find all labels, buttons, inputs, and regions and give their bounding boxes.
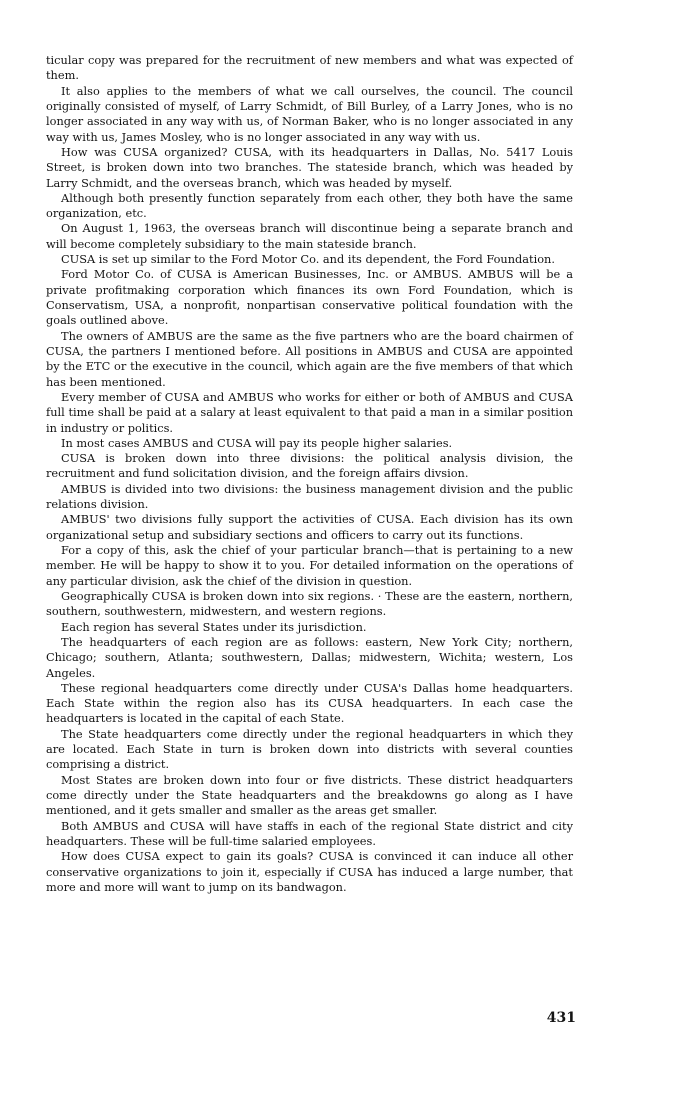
paragraph-ambus-divisions: AMBUS is divided into two divisions: the business management division and the public relations division. xyxy=(46,481,573,512)
paragraph-goals: How does CUSA expect to gain its goals? CUSA is convinced it can induce all other conservative organizations to join it, especially if CUSA has induced a large number, that more and more will want to jump on its bandwagon. xyxy=(46,849,573,894)
paragraph-regional-hq: These regional headquarters come directly under CUSA's Dallas home headquarters. Each State within the region also has its CUSA headquarters. In each case the headquarters is located in the capital of each State. xyxy=(46,680,573,726)
paragraph-salaries: Every member of CUSA and AMBUS who works for either or both of AMBUS and CUSA full time shall be paid at a salary at least equivalent to that paid a man in a similar position in industry or politics. xyxy=(46,389,573,435)
paragraph-higher-salaries: In most cases AMBUS and CUSA will pay its people higher salaries. xyxy=(61,435,453,450)
paragraph-ford-comparison: CUSA is set up similar to the Ford Motor Co. and its dependent, the Ford Foundation. xyxy=(61,252,555,267)
paragraph-ambus: Ford Motor Co. of CUSA is American Businesses, Inc. or AMBUS. AMBUS will be a private profitmaking corporation which finances its own Ford Foundation, which is Conservatism, USA, a nonprofit, nonpartisan conservative political foundation with the goals outlined above. xyxy=(46,267,573,328)
paragraph-state-hq: The State headquarters come directly under the regional headquarters in which they are located. Each State in turn is broken down into districts with several counties comprising a district. xyxy=(46,726,573,772)
paragraph-region-headquarters: The headquarters of each region are as follows: eastern, New York City; northern, Chicago; southern, Atlanta; southwestern, Dallas; midwestern, Wichita; western, Los Angeles. xyxy=(46,634,573,680)
paragraph-copy-request: For a copy of this, ask the chief of your particular branch—that is pertaining to a new member. He will be happy to show it to you. For detailed information on the operations of any particular division, ask the chief of the division in question. xyxy=(46,543,573,588)
paragraph-council-members: It also applies to the members of what we call ourselves, the council. The council originally consisted of myself, of Larry Schmidt, of Bill Burley, of a Larry Jones, who is no longer associated in any way with us, of Norman Baker, who is no longer associated in any way with us, James Mosley, who is no longer associated in any way with us. xyxy=(46,83,573,144)
page-number: 431 xyxy=(546,1010,576,1026)
paragraph-region-states: Each region has several States under its jurisdiction. xyxy=(61,619,367,634)
paragraph-cusa-divisions: CUSA is broken down into three divisions: the political analysis division, the recruitment and fund solicitation division, and the foreign affairs divsion. xyxy=(46,451,573,481)
paragraph-cusa-organization: How was CUSA organized? CUSA, with its headquarters in Dallas, No. 5417 Louis Street, is broken down into two branches. The stateside branch, which was headed by Larry Schmidt, and the overseas branch, which was headed by myself. xyxy=(46,144,573,190)
paragraph-division-support: AMBUS' two divisions fully support the activities of CUSA. Each division has its own organizational setup and subsidiary sections and officers to carry out its functions. xyxy=(46,512,573,542)
paragraph-staffs: Both AMBUS and CUSA will have staffs in each of the regional State district and city headquarters. These will be full-time salaried employees. xyxy=(46,818,573,848)
paragraph-ambus-owners: The owners of AMBUS are the same as the five partners who are the board chairmen of CUSA, the partners I mentioned before. All positions in AMBUS and CUSA are appointed by the ETC or the executive in the council, which again are the five members of that which has been mentioned. xyxy=(46,328,573,389)
paragraph-overseas-branch: On August 1, 1963, the overseas branch will discontinue being a separate branch and will become completely subsidiary to the main stateside branch. xyxy=(46,221,573,251)
paragraph-continuation: ticular copy was prepared for the recruitment of new members and what was expected of them. xyxy=(46,53,573,83)
page-body xyxy=(46,53,573,895)
paragraph-districts: Most States are broken down into four or five districts. These district headquarters come directly under the State headquarters and the breakdowns go along as I have mentioned, and it gets smaller and smaller as the areas get smaller. xyxy=(46,772,573,818)
paragraph-same-organization: Although both presently function separately from each other, they both have the same organization, etc. xyxy=(46,190,573,221)
paragraph-regions: Geographically CUSA is broken down into six regions. · These are the eastern, northern, southern, southwestern, midwestern, and western regions. xyxy=(46,588,573,619)
